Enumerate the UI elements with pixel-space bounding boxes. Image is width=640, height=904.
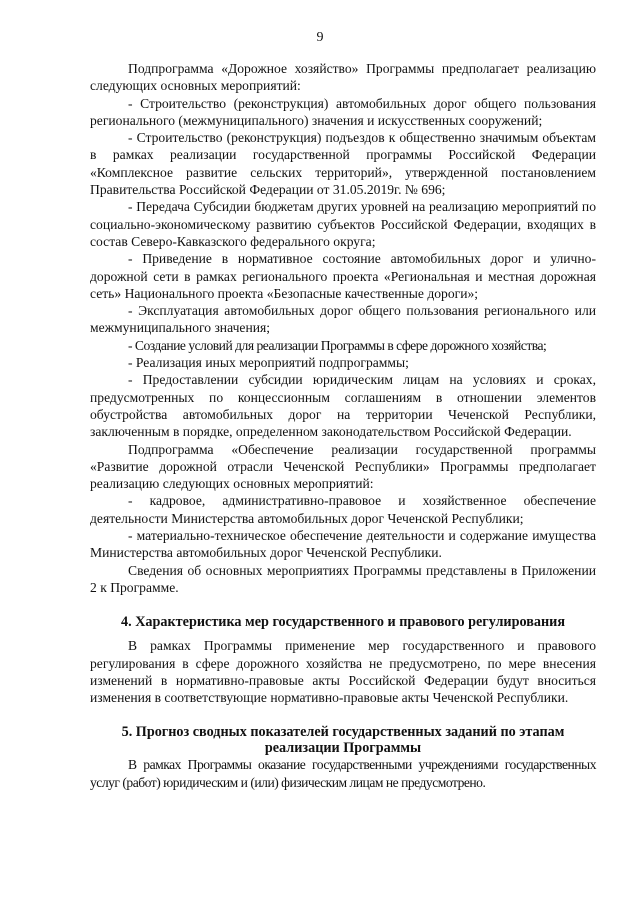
paragraph: - Предоставлении субсидии юридическим лицам на условиях и сроках, предусмотренных по концессионным соглашениям в отношении элементов обустройства автомобильных дорог на территории Чеченской Республики, заключенным в порядке, определенном законодательством Российской Федерации. (90, 372, 596, 440)
paragraph: - Создание условий для реализации Программы в сфере дорожного хозяйства; (128, 337, 547, 353)
paragraph: - Строительство (реконструкция) автомобильных дорог общего пользования регионального (межмуниципального) значения и искусственных сооружений; (90, 95, 596, 128)
paragraph: - материально-техническое обеспечение деятельности и содержание имущества Министерства автомобильных дорог Чеченской Республики. (90, 528, 596, 561)
paragraph: Подпрограмма «Обеспечение реализации государственной программы «Развитие дорожной отрасли Чеченской Республики» Программы предполагает реализацию следующих основных мероприятий: (90, 441, 596, 492)
paragraph: - Приведение в нормативное состояние автомобильных дорог и улично-дорожной сети в рамках регионального проекта «Региональная и местная дорожная сеть» Национального проекта «Безопасные качественные дороги»; (90, 251, 596, 301)
page-number: 9 (316, 30, 324, 45)
section-4-heading: 4. Характеристика мер государственного и правового регулирования (121, 614, 565, 631)
section-4-text: В рамках Программы применение мер государственного и правового регулирования в сфере дорожного хозяйства не предусмотрено, по мере внесения изменений в нормативно-правовые акты Российской Федерации будут вноситься изменения в соответствующие нормативно-правовые акты Чеченской Республики. (90, 638, 596, 706)
paragraph: - Строительство (реконструкция) подъездов к общественно значимым объектам в рамках реализации государственной программы Российской Федерации «Комплексное развитие сельских территорий», утвержденной постановлением Правительства Российской Федерации от 31.05.2019г. № 696; (90, 130, 596, 198)
paragraph: - кадровое, административно-правовое и хозяйственное обеспечение деятельности Министерства автомобильных дорог Чеченской Республики; (90, 493, 596, 526)
document-body (90, 60, 596, 791)
section-5-heading: 5. Прогноз сводных показателей государственных заданий по этапам реализации Программы (121, 724, 565, 757)
programme-activities (90, 60, 596, 596)
paragraph: - Реализация иных мероприятий подпрограммы; (128, 355, 409, 371)
section-5-text: В рамках Программы оказание государственными учреждениями государственных услуг (работ) юридическим и (или) физическим лицам не предусмотрено. (90, 757, 596, 790)
paragraph: - Передача Субсидии бюджетам других уровней на реализацию мероприятий по социально-экономическому развитию субъектов Российской Федерации, входящих в состав Северо-Кавказского федерального округа; (90, 199, 596, 249)
paragraph: Подпрограмма «Дорожное хозяйство» Программы предполагает реализацию следующих основных мероприятий: (90, 61, 596, 94)
paragraph: Сведения об основных мероприятиях Программы представлены в Приложении 2 к Программе. (90, 562, 596, 595)
paragraph: - Эксплуатация автомобильных дорог общего пользования регионального или межмуниципального значения; (90, 303, 596, 336)
